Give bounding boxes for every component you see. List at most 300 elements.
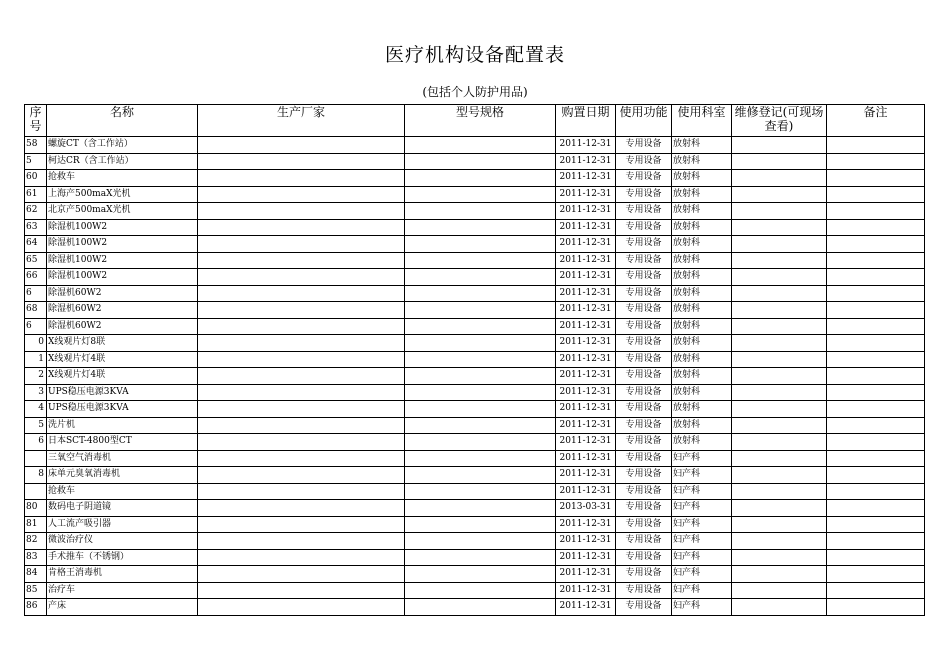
cell-func: 专用设备: [616, 467, 672, 484]
cell-no: 6: [25, 434, 47, 451]
cell-maker: [198, 467, 405, 484]
cell-repair: [732, 153, 827, 170]
cell-func: 专用设备: [616, 351, 672, 368]
cell-note: [827, 582, 925, 599]
cell-repair: [732, 450, 827, 467]
cell-date: 2011-12-31: [556, 153, 616, 170]
cell-no: 0: [25, 335, 47, 352]
cell-no: 5: [25, 153, 47, 170]
table-row: [25, 368, 925, 385]
cell-maker: [198, 500, 405, 517]
cell-no: 61: [25, 186, 47, 203]
cell-maker: [198, 252, 405, 269]
cell-func: 专用设备: [616, 170, 672, 187]
cell-model: [405, 335, 556, 352]
cell-maker: [198, 582, 405, 599]
cell-maker: [198, 302, 405, 319]
cell-date: 2011-12-31: [556, 269, 616, 286]
cell-maker: [198, 417, 405, 434]
cell-dept: 放射科: [672, 153, 732, 170]
cell-note: [827, 335, 925, 352]
cell-func: 专用设备: [616, 219, 672, 236]
table-body: [25, 137, 925, 616]
cell-note: [827, 450, 925, 467]
cell-model: [405, 252, 556, 269]
cell-date: 2011-12-31: [556, 417, 616, 434]
cell-date: 2011-12-31: [556, 335, 616, 352]
cell-note: [827, 549, 925, 566]
cell-func: 专用设备: [616, 401, 672, 418]
cell-date: 2011-12-31: [556, 599, 616, 616]
cell-dept: 放射科: [672, 252, 732, 269]
header-repair: 维修登记(可现场查看): [732, 105, 827, 137]
cell-maker: [198, 384, 405, 401]
cell-model: [405, 483, 556, 500]
cell-repair: [732, 351, 827, 368]
cell-model: [405, 516, 556, 533]
cell-func: 专用设备: [616, 516, 672, 533]
page-subtitle: (包括个人防护用品): [422, 85, 528, 99]
table-row: [25, 153, 925, 170]
cell-func: 专用设备: [616, 434, 672, 451]
cell-no: 2: [25, 368, 47, 385]
cell-func: 专用设备: [616, 269, 672, 286]
cell-no: 60: [25, 170, 47, 187]
table-row: [25, 302, 925, 319]
cell-name: X线观片灯4联: [47, 351, 198, 368]
cell-name: 除湿机100W2: [47, 252, 198, 269]
cell-model: [405, 318, 556, 335]
cell-maker: [198, 153, 405, 170]
cell-repair: [732, 285, 827, 302]
cell-repair: [732, 582, 827, 599]
cell-model: [405, 351, 556, 368]
table-row: [25, 269, 925, 286]
cell-maker: [198, 269, 405, 286]
cell-func: 专用设备: [616, 599, 672, 616]
cell-note: [827, 351, 925, 368]
cell-func: 专用设备: [616, 450, 672, 467]
cell-date: 2011-12-31: [556, 582, 616, 599]
cell-maker: [198, 137, 405, 154]
cell-repair: [732, 170, 827, 187]
cell-name: 洗片机: [47, 417, 198, 434]
cell-name: 柯达CR（含工作站）: [47, 153, 198, 170]
cell-func: 专用设备: [616, 302, 672, 319]
cell-no: 66: [25, 269, 47, 286]
cell-note: [827, 384, 925, 401]
cell-maker: [198, 434, 405, 451]
cell-note: [827, 170, 925, 187]
cell-name: 人工流产吸引器: [47, 516, 198, 533]
cell-dept: 放射科: [672, 384, 732, 401]
cell-note: [827, 401, 925, 418]
cell-model: [405, 203, 556, 220]
cell-repair: [732, 219, 827, 236]
cell-no: 64: [25, 236, 47, 253]
cell-no: 5: [25, 417, 47, 434]
cell-dept: 妇产科: [672, 549, 732, 566]
cell-note: [827, 516, 925, 533]
cell-maker: [198, 549, 405, 566]
cell-model: [405, 599, 556, 616]
table-row: [25, 500, 925, 517]
cell-date: 2011-12-31: [556, 170, 616, 187]
cell-repair: [732, 434, 827, 451]
cell-note: [827, 599, 925, 616]
cell-date: 2011-12-31: [556, 450, 616, 467]
cell-dept: 放射科: [672, 219, 732, 236]
cell-dept: 放射科: [672, 368, 732, 385]
cell-no: 6: [25, 285, 47, 302]
header-name: 名称: [47, 105, 198, 137]
cell-repair: [732, 533, 827, 550]
cell-date: 2011-12-31: [556, 368, 616, 385]
cell-dept: 放射科: [672, 203, 732, 220]
cell-note: [827, 203, 925, 220]
cell-name: 日本SCT-4800型CT: [47, 434, 198, 451]
cell-repair: [732, 500, 827, 517]
cell-model: [405, 285, 556, 302]
cell-no: 1: [25, 351, 47, 368]
cell-dept: 妇产科: [672, 467, 732, 484]
cell-model: [405, 566, 556, 583]
cell-maker: [198, 450, 405, 467]
table-row: [25, 533, 925, 550]
cell-maker: [198, 351, 405, 368]
cell-date: 2011-12-31: [556, 302, 616, 319]
table-row: [25, 450, 925, 467]
cell-note: [827, 417, 925, 434]
table-row: [25, 252, 925, 269]
cell-note: [827, 186, 925, 203]
cell-dept: 放射科: [672, 302, 732, 319]
cell-name: 微波治疗仪: [47, 533, 198, 550]
cell-name: 抢救车: [47, 483, 198, 500]
table-row: [25, 549, 925, 566]
cell-maker: [198, 483, 405, 500]
cell-note: [827, 252, 925, 269]
cell-date: 2011-12-31: [556, 516, 616, 533]
table-row: [25, 566, 925, 583]
cell-name: 三氧空气消毒机: [47, 450, 198, 467]
cell-date: 2013-03-31: [556, 500, 616, 517]
cell-date: 2011-12-31: [556, 533, 616, 550]
cell-dept: 妇产科: [672, 599, 732, 616]
cell-dept: 放射科: [672, 335, 732, 352]
cell-date: 2011-12-31: [556, 384, 616, 401]
cell-dept: 妇产科: [672, 516, 732, 533]
cell-repair: [732, 384, 827, 401]
header-model: 型号规格: [405, 105, 556, 137]
table-row: [25, 186, 925, 203]
cell-no: [25, 483, 47, 500]
cell-func: 专用设备: [616, 285, 672, 302]
table-row: [25, 137, 925, 154]
cell-model: [405, 219, 556, 236]
cell-repair: [732, 335, 827, 352]
cell-name: 数码电子阴道镜: [47, 500, 198, 517]
cell-date: 2011-12-31: [556, 252, 616, 269]
cell-date: 2011-12-31: [556, 351, 616, 368]
cell-repair: [732, 483, 827, 500]
cell-repair: [732, 599, 827, 616]
cell-func: 专用设备: [616, 203, 672, 220]
cell-name: X线观片灯4联: [47, 368, 198, 385]
cell-func: 专用设备: [616, 566, 672, 583]
table-row: [25, 384, 925, 401]
cell-maker: [198, 203, 405, 220]
cell-maker: [198, 186, 405, 203]
table-row: [25, 401, 925, 418]
cell-date: 2011-12-31: [556, 467, 616, 484]
cell-model: [405, 236, 556, 253]
cell-dept: 妇产科: [672, 566, 732, 583]
cell-note: [827, 368, 925, 385]
cell-date: 2011-12-31: [556, 285, 616, 302]
cell-func: 专用设备: [616, 384, 672, 401]
cell-date: 2011-12-31: [556, 483, 616, 500]
cell-no: [25, 450, 47, 467]
header-dept: 使用科室: [672, 105, 732, 137]
cell-no: 3: [25, 384, 47, 401]
table-row: [25, 318, 925, 335]
cell-date: 2011-12-31: [556, 318, 616, 335]
cell-dept: 放射科: [672, 137, 732, 154]
cell-dept: 放射科: [672, 285, 732, 302]
table-row: [25, 467, 925, 484]
cell-model: [405, 434, 556, 451]
cell-note: [827, 318, 925, 335]
cell-date: 2011-12-31: [556, 137, 616, 154]
cell-model: [405, 153, 556, 170]
cell-maker: [198, 368, 405, 385]
cell-note: [827, 137, 925, 154]
cell-model: [405, 533, 556, 550]
cell-func: 专用设备: [616, 417, 672, 434]
cell-dept: 放射科: [672, 351, 732, 368]
cell-no: 82: [25, 533, 47, 550]
cell-maker: [198, 599, 405, 616]
cell-model: [405, 450, 556, 467]
cell-note: [827, 219, 925, 236]
cell-maker: [198, 533, 405, 550]
cell-no: 86: [25, 599, 47, 616]
cell-func: 专用设备: [616, 582, 672, 599]
cell-dept: 放射科: [672, 401, 732, 418]
cell-name: 手术推车（不锈钢）: [47, 549, 198, 566]
cell-date: 2011-12-31: [556, 549, 616, 566]
cell-func: 专用设备: [616, 533, 672, 550]
table-row: [25, 417, 925, 434]
header-maker: 生产厂家: [198, 105, 405, 137]
cell-note: [827, 285, 925, 302]
cell-no: 8: [25, 467, 47, 484]
table-row: [25, 516, 925, 533]
cell-model: [405, 170, 556, 187]
cell-date: 2011-12-31: [556, 186, 616, 203]
cell-name: 除湿机60W2: [47, 318, 198, 335]
cell-func: 专用设备: [616, 549, 672, 566]
cell-model: [405, 137, 556, 154]
header-note: 备注: [827, 105, 925, 137]
table-row: [25, 434, 925, 451]
cell-no: 85: [25, 582, 47, 599]
cell-repair: [732, 252, 827, 269]
cell-dept: 放射科: [672, 269, 732, 286]
cell-repair: [732, 269, 827, 286]
cell-name: 除湿机100W2: [47, 269, 198, 286]
cell-repair: [732, 516, 827, 533]
cell-maker: [198, 285, 405, 302]
table-row: [25, 599, 925, 616]
cell-model: [405, 269, 556, 286]
cell-maker: [198, 401, 405, 418]
cell-no: 58: [25, 137, 47, 154]
cell-dept: 妇产科: [672, 483, 732, 500]
equipment-table: [24, 104, 925, 616]
cell-dept: 妇产科: [672, 533, 732, 550]
cell-maker: [198, 318, 405, 335]
cell-repair: [732, 401, 827, 418]
cell-no: 80: [25, 500, 47, 517]
cell-note: [827, 236, 925, 253]
cell-name: 除湿机60W2: [47, 302, 198, 319]
cell-no: 68: [25, 302, 47, 319]
cell-model: [405, 500, 556, 517]
cell-model: [405, 417, 556, 434]
cell-model: [405, 368, 556, 385]
cell-func: 专用设备: [616, 137, 672, 154]
cell-no: 65: [25, 252, 47, 269]
cell-func: 专用设备: [616, 335, 672, 352]
cell-name: 北京产500maX光机: [47, 203, 198, 220]
cell-dept: 妇产科: [672, 500, 732, 517]
cell-dept: 妇产科: [672, 582, 732, 599]
cell-dept: 放射科: [672, 318, 732, 335]
cell-dept: 放射科: [672, 434, 732, 451]
cell-dept: 放射科: [672, 417, 732, 434]
cell-dept: 放射科: [672, 186, 732, 203]
header-date: 购置日期: [556, 105, 616, 137]
cell-repair: [732, 203, 827, 220]
cell-repair: [732, 186, 827, 203]
table-row: [25, 335, 925, 352]
cell-maker: [198, 170, 405, 187]
cell-repair: [732, 318, 827, 335]
cell-no: 6: [25, 318, 47, 335]
table-header-row: [25, 105, 925, 137]
table-row: [25, 219, 925, 236]
cell-note: [827, 533, 925, 550]
cell-model: [405, 186, 556, 203]
cell-date: 2011-12-31: [556, 434, 616, 451]
cell-name: 治疗车: [47, 582, 198, 599]
cell-name: 除湿机60W2: [47, 285, 198, 302]
cell-no: 81: [25, 516, 47, 533]
cell-date: 2011-12-31: [556, 236, 616, 253]
cell-note: [827, 302, 925, 319]
cell-func: 专用设备: [616, 153, 672, 170]
cell-model: [405, 467, 556, 484]
table-row: [25, 351, 925, 368]
cell-name: 上海产500maX光机: [47, 186, 198, 203]
cell-repair: [732, 368, 827, 385]
cell-dept: 放射科: [672, 170, 732, 187]
table-row: [25, 170, 925, 187]
cell-date: 2011-12-31: [556, 203, 616, 220]
cell-note: [827, 467, 925, 484]
cell-name: 螺旋CT（含工作站）: [47, 137, 198, 154]
cell-date: 2011-12-31: [556, 566, 616, 583]
cell-dept: 放射科: [672, 236, 732, 253]
cell-no: 83: [25, 549, 47, 566]
header-func: 使用功能: [616, 105, 672, 137]
cell-repair: [732, 549, 827, 566]
cell-maker: [198, 566, 405, 583]
cell-name: 肯格王消毒机: [47, 566, 198, 583]
cell-func: 专用设备: [616, 318, 672, 335]
cell-maker: [198, 335, 405, 352]
cell-model: [405, 582, 556, 599]
page-title: 医疗机构设备配置表: [384, 44, 565, 66]
cell-model: [405, 401, 556, 418]
cell-note: [827, 434, 925, 451]
cell-name: 除湿机100W2: [47, 236, 198, 253]
cell-model: [405, 302, 556, 319]
cell-date: 2011-12-31: [556, 219, 616, 236]
table-row: [25, 285, 925, 302]
cell-name: 床单元臭氧消毒机: [47, 467, 198, 484]
cell-note: [827, 483, 925, 500]
cell-name: UPS稳压电源3KVA: [47, 401, 198, 418]
cell-func: 专用设备: [616, 186, 672, 203]
cell-model: [405, 549, 556, 566]
cell-note: [827, 269, 925, 286]
cell-repair: [732, 302, 827, 319]
table-row: [25, 483, 925, 500]
cell-name: 产床: [47, 599, 198, 616]
cell-name: UPS稳压电源3KVA: [47, 384, 198, 401]
cell-no: 4: [25, 401, 47, 418]
cell-repair: [732, 467, 827, 484]
cell-dept: 妇产科: [672, 450, 732, 467]
cell-note: [827, 566, 925, 583]
cell-func: 专用设备: [616, 500, 672, 517]
cell-no: 84: [25, 566, 47, 583]
cell-no: 63: [25, 219, 47, 236]
cell-note: [827, 153, 925, 170]
cell-name: 除湿机100W2: [47, 219, 198, 236]
cell-func: 专用设备: [616, 368, 672, 385]
cell-repair: [732, 137, 827, 154]
table-row: [25, 236, 925, 253]
cell-date: 2011-12-31: [556, 401, 616, 418]
cell-repair: [732, 566, 827, 583]
cell-repair: [732, 236, 827, 253]
cell-repair: [732, 417, 827, 434]
table-row: [25, 582, 925, 599]
header-no: 序号: [25, 105, 47, 137]
cell-maker: [198, 219, 405, 236]
cell-func: 专用设备: [616, 236, 672, 253]
cell-note: [827, 500, 925, 517]
cell-name: 抢救车: [47, 170, 198, 187]
cell-name: X线观片灯8联: [47, 335, 198, 352]
cell-model: [405, 384, 556, 401]
cell-no: 62: [25, 203, 47, 220]
cell-maker: [198, 236, 405, 253]
